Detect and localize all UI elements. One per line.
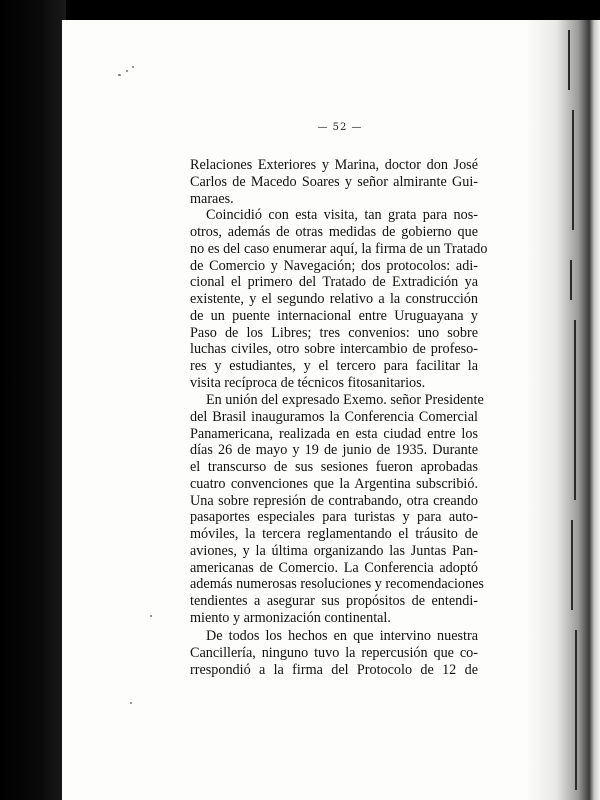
scan-speck	[130, 702, 132, 704]
scan-speck	[126, 70, 128, 72]
text-line: existente, y el segundo relativo a la construcción	[190, 291, 478, 307]
text-line: Carlos de Macedo Soares y señor almirante Gui-	[190, 173, 478, 190]
text-line: rrespondió a la firma del Protocolo de 12 de	[190, 661, 478, 678]
text-line: miento y armonización continental.	[190, 609, 391, 626]
text-line: cional el primero del Tratado de Extradición ya	[190, 274, 478, 291]
scan-speck	[118, 74, 121, 76]
text-line: de Comercio y Navegación; dos protocolos: adi-	[190, 257, 478, 274]
scan-speck	[132, 66, 134, 68]
paragraph	[190, 157, 488, 392]
text-line: pasaportes especiales para turistas y para auto-	[190, 509, 478, 526]
text-line: maraes.	[190, 190, 234, 207]
text-line: En unión del expresado Exemo. señor Presidente	[206, 392, 484, 408]
page-number: — 52 —	[317, 122, 363, 133]
text-line: días 26 de mayo y 19 de junio de 1935. Durante	[190, 442, 478, 459]
text-line: americanas de Comercio. La Conferencia adoptó	[190, 559, 478, 576]
text-line: visita recíproca de técnicos fitosanitarios.	[190, 374, 426, 391]
text-line: Cancillería, ninguno tuvo la repercusión que co-	[190, 644, 478, 661]
text-line: Coincidió con esta visita, tan grata para nos-	[206, 207, 478, 224]
text-line: de un puente internacional entre Uruguayana y	[190, 307, 478, 324]
text-line: Relaciones Exteriores y Marina, doctor don José	[190, 157, 478, 173]
text-line: De todos los hechos en que intervino nuestra	[206, 628, 478, 644]
text-line: Paso de los Libres; tres convenios: uno sobre	[190, 324, 478, 341]
text-line: Panamericana, realizada en esta ciudad entre los	[190, 425, 478, 442]
text-line: Una sobre represión de contrabando, otra creando	[190, 492, 478, 509]
text-line: tendientes a asegurar sus propósitos de entendi-	[190, 593, 478, 609]
text-line: el transcurso de sus sesiones fueron aprobadas	[190, 459, 478, 475]
text-line: del Brasil inauguramos la Conferencia Comercial	[190, 408, 478, 425]
paragraph	[190, 628, 478, 678]
text-line: móviles, la tercera reglamentando el tráusito de	[190, 526, 478, 542]
text-line: además numerosas resoluciones y recomendaciones	[190, 576, 484, 593]
scan-speck	[150, 615, 152, 617]
paragraph	[190, 392, 484, 627]
book-gutter-edge	[528, 20, 600, 800]
text-line: otros, además de otras medidas de gobierno que	[190, 224, 478, 240]
text-line: cuatro convenciones que la Argentina subscribió.	[190, 475, 478, 492]
text-line: aviones, y la última organizando las Juntas Pan-	[190, 542, 478, 559]
text-line: luchas civiles, otro sobre intercambio de profeso-	[190, 341, 478, 358]
text-line: res y estudiantes, y el tercero para facilitar la	[190, 358, 478, 374]
text-line: no es del caso enumerar aquí, la firma de un Tratado	[190, 240, 488, 257]
scan-left-shadow	[0, 0, 66, 800]
